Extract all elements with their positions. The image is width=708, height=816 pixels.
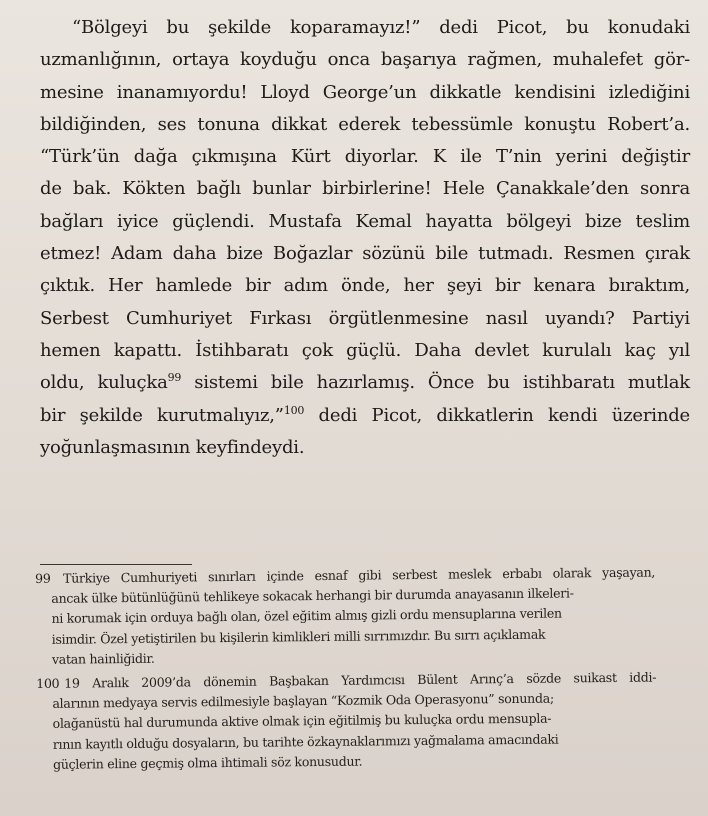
body-text <box>40 12 690 464</box>
footnote-text: ancak ülke bütünlüğünü tehlikeye sokacak herhangi bir durumda anayasanın ilkeleri- <box>51 585 574 607</box>
footnote-text: olağanüstü hal durumunda aktive olmak için eğitilmiş bu kuluçka ordu mensupla- <box>52 710 552 732</box>
footnote-number: 99 <box>35 570 51 586</box>
body-line: de bak. Kökten bağlı bunlar birbirlerine! Hele Çanakkale’den sonra <box>40 178 690 200</box>
footnote-text: Türkiye Cumhuriyeti sınırları içinde esnaf gibi serbest meslek erbabı olarak yaşayan, <box>63 564 656 586</box>
body-line: çıktık. Her hamlede bir adım önde, her şeyi bir kenara bıraktım, <box>40 275 690 297</box>
footnote-ref-100: 100 <box>283 403 305 417</box>
body-line: “Türk’ün dağa çıkmışına Kürt diyorlar. K ile T’nin yerini değiştir <box>40 146 690 168</box>
body-line: hemen kapattı. İstihbaratı çok güçlü. Daha devlet kurulalı kaç yıl <box>40 339 690 361</box>
body-line: bağları iyice güçlendi. Mustafa Kemal hayatta bölgeyi bize teslim <box>40 210 690 232</box>
body-line: etmez! Adam daha bize Boğazlar sözünü bile tutmadı. Resmen çırak <box>40 243 690 265</box>
body-line: bildiğinden, ses tonuna dikkat ederek tebessümle konuştu Robert’a. <box>40 113 690 135</box>
body-line: Serbest Cumhuriyet Fırkası örgütlenmesine nasıl uyandı? Partiyi <box>40 307 690 329</box>
body-text-segment: oldu, kuluçka <box>40 372 168 394</box>
footnote-number: 100 <box>36 675 60 691</box>
footnote-text: isimdir. Özel yetiştirilen bu kişilerin kimlikleri milli sırrımızdır. Bu sırrı açıklamak <box>51 626 546 647</box>
body-line-last: yoğunlaşmasının keyfindeydi. <box>40 436 305 458</box>
body-line: uzmanlığının, ortaya koyduğu onca başarıya rağmen, muhalefet gör- <box>40 49 690 71</box>
footnotes <box>35 563 657 775</box>
body-text-segment: dedi Picot, dikkatlerin kendi üzerinde <box>304 404 690 426</box>
body-text-segment: bir şekilde kurutmalıyız,” <box>40 404 284 426</box>
footnote-divider <box>40 564 192 565</box>
footnote-text: rının kayıtlı olduğu dosyaların, bu tarihte özkaynaklarımızı yağmalama amacındaki <box>52 731 559 752</box>
footnote-text: vatan hainliğidir. <box>51 650 155 667</box>
body-text-segment: sistemi bile hazırlamış. Önce bu istihbaratı mutlak <box>181 372 690 394</box>
footnote-text: ni korumak için orduya bağlı olan, özel eğitim almış gizli ordu mensuplarına verilen <box>51 605 562 627</box>
body-line: “Bölgeyi bu şekilde koparamayız!” dedi Picot, bu konudaki <box>72 17 690 38</box>
body-line-with-footnote-ref <box>40 367 690 399</box>
body-line-with-footnote-ref <box>40 400 690 432</box>
footnote-ref-99: 99 <box>167 371 182 385</box>
footnote-text: güçlerin eline geçmiş olma ihtimali söz konusudur. <box>52 753 363 772</box>
body-line: mesine inanamıyordu! Lloyd George’un dikkatle kendisini izlediğini <box>40 81 690 103</box>
footnote-text: 19 Aralık 2009’da dönemin Başbakan Yardımcısı Bülent Arınç’a sözde suikast iddi- <box>64 669 657 691</box>
footnote-text: alarının medyaya servis edilmesiyle başlayan “Kozmik Oda Operasyonu” sonunda; <box>52 690 554 711</box>
